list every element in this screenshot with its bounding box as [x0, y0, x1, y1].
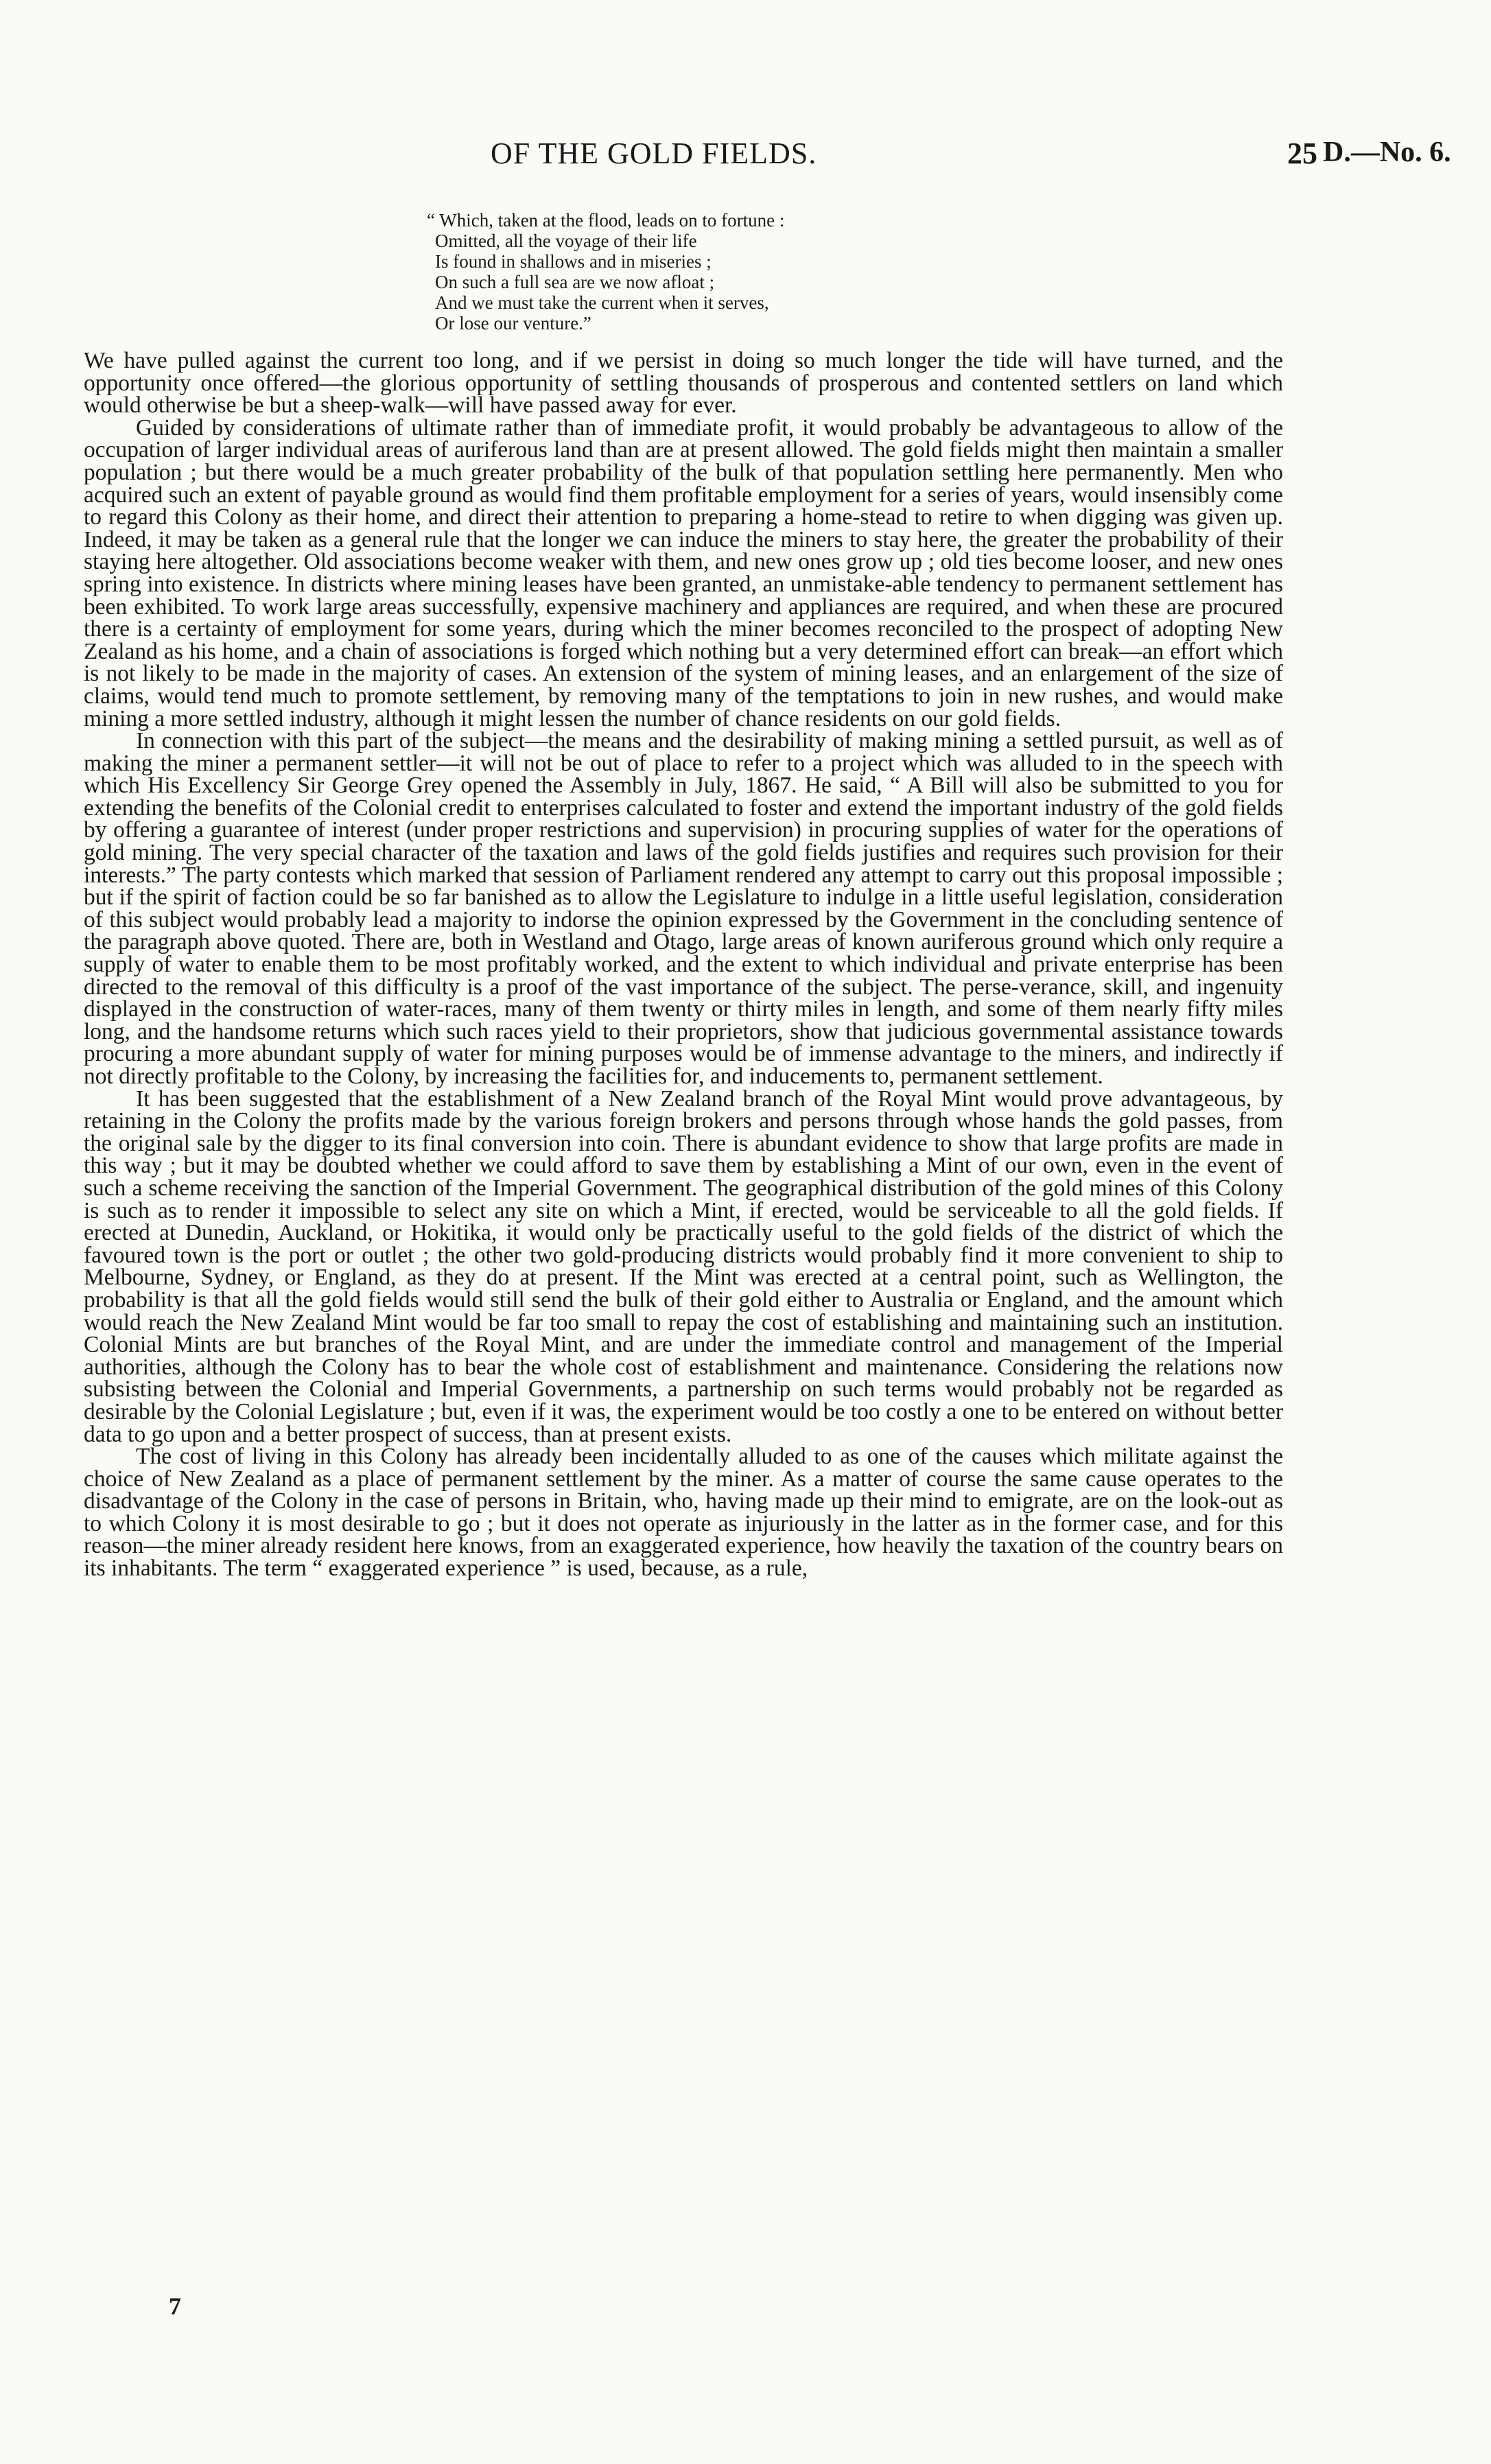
page-header [0, 136, 1491, 177]
quote-line: “ Which, taken at the flood, leads on to fortune : [427, 210, 785, 231]
paragraph: It has been suggested that the establishment of a New Zealand branch of the Royal Mint would prove advantageous, by retaining in the Colony the profits made by the various foreign brokers and persons through whose hands the gold passes, from the original sale by the digger to its final conversion into coin. There is abundant evidence to show that large profits are made in this way ; but it may be doubted whether we could afford to save them by establishing a Mint of our own, even in the event of such a scheme receiving the sanction of the Imperial Government. The geographical distribution of the gold mines of this Colony is such as to render it impossible to select any site on which a Mint, if erected, would be serviceable to all the gold fields. If erected at Dunedin, Auckland, or Hokitika, it would only be practically useful to the gold fields of the district of which the favoured town is the port or outlet ; the other two gold-producing districts would probably find it more convenient to ship to Melbourne, Sydney, or England, as they do at present. If the Mint was erected at a central point, such as Wellington, the probability is that all the gold fields would still send the bulk of their gold either to Australia or England, and the amount which would reach the New Zealand Mint would be far too small to repay the cost of establishing and maintaining such an institution. Colonial Mints are but branches of the Royal Mint, and are under the immediate control and management of the Imperial authorities, although the Colony has to bear the whole cost of establishment and maintenance. Considering the relations now subsisting between the Colonial and Imperial Governments, a partnership on such terms would probably not be regarded as desirable by the Colonial Legislature ; but, even if it was, the experiment would be too costly a one to be entered on without better data to go upon and a better prospect of success, than at present exists. [84, 1086, 1283, 1447]
document-reference: D.—No. 6. [1323, 137, 1451, 168]
quote-line: Omitted, all the voyage of their life [435, 231, 697, 251]
verse-quotation [427, 210, 784, 333]
quote-line: On such a full sea are we now afloat ; [435, 272, 715, 292]
quote-line: And we must take the current when it serves, [435, 292, 769, 313]
quote-line: Or lose our venture.” [435, 313, 591, 333]
paragraph: The cost of living in this Colony has already been incidentally alluded to as one of the causes which militate against the choice of New Zealand as a place of permanent settlement by the miner. As a matter of course the same cause operates to the disadvantage of the Colony in the case of persons in Britain, who, having made up their mind to emigrate, are on the look-out as to which Colony it is most desirable to go ; but it does not operate as injuriously in the latter as in the former case, and for this reason—the miner already resident here knows, from an exaggerated experience, how heavily the taxation of the country bears on its inhabitants. The term “ exaggerated experience ” is used, because, as a rule, [84, 1444, 1283, 1582]
page-number: 25 [1287, 137, 1317, 170]
quote-line: Is found in shallows and in miseries ; [435, 251, 712, 272]
paragraph: In connection with this part of the subject—the means and the desirability of making mining a settled pursuit, as well as of making the miner a permanent settler—it will not be out of place to refer to a project which was alluded to in the speech with which His Excellency Sir George Grey opened the Assembly in July, 1867. He said, “ A Bill will also be submitted to you for extending the benefits of the Colonial credit to enterprises calculated to foster and extend the important industry of the gold fields by offering a guarantee of interest (under proper restrictions and supervision) in procuring supplies of water for the operations of gold mining. The very special character of the taxation and laws of the gold fields justifies and requires such provision for their interests.” The party contests which marked that session of Parliament rendered any attempt to carry out this proposal impossible ; but if the spirit of faction could be so far banished as to allow the Legislature to indulge in a little useful legislation, consideration of this subject would probably lead a majority to indorse the opinion expressed by the Government in the concluding sentence of the paragraph above quoted. There are, both in Westland and Otago, large areas of known auriferous ground which only require a supply of water to enable them to be most profitably worked, and the extent to which individual and private enterprise has been directed to the removal of this difficulty is a proof of the vast importance of the subject. The perse-verance, skill, and ingenuity displayed in the construction of water-races, many of them twenty or thirty miles in length, and some of them nearly fifty miles long, and the handsome returns which such races yield to their proprietors, show that judicious governmental assistance towards procuring a more abundant supply of water for mining purposes would be of immense advantage to the miners, and indirectly if not directly profitable to the Colony, by increasing the facilities for, and inducements to, permanent settlement. [84, 728, 1283, 1089]
page-title: OF THE GOLD FIELDS. [491, 137, 817, 170]
body-text [84, 350, 1283, 1580]
paragraph: Guided by considerations of ultimate rather than of immediate profit, it would probably be advantageous to allow of the occupation of larger individual areas of auriferous land than are at present allowed. The gold fields might then maintain a smaller population ; but there would be a much greater probability of the bulk of that population settling here permanently. Men who acquired such an extent of payable ground as would find them profitable employment for a series of years, would insensibly come to regard this Colony as their home, and direct their attention to preparing a home-stead to retire to when digging was given up. Indeed, it may be taken as a general rule that the longer we can induce the miners to stay here, the greater the probability of their staying here altogether. Old associations become weaker with them, and new ones grow up ; old ties become looser, and new ones spring into existence. In districts where mining leases have been granted, an unmistake-able tendency to permanent settlement has been exhibited. To work large areas successfully, expensive machinery and appliances are required, and when these are procured there is a certainty of employment for some years, during which the miner becomes reconciled to the prospect of adopting New Zealand as his home, and a chain of associations is forged which nothing but a very determined effort can break—an effort which is not likely to be made in the majority of cases. An extension of the system of mining leases, and an enlargement of the size of claims, would tend much to promote settlement, by removing many of the temptations to join in new rushes, and would make mining a more settled industry, although it might lessen the number of chance residents on our gold fields. [84, 414, 1283, 731]
paragraph: We have pulled against the current too long, and if we persist in doing so much longer the tide will have turned, and the opportunity once offered—the glorious opportunity of settling thousands of prosperous and contented settlers on land which would otherwise be but a sheep-walk—will have passed away for ever. [84, 348, 1283, 419]
signature-mark: 7 [169, 2292, 181, 2320]
